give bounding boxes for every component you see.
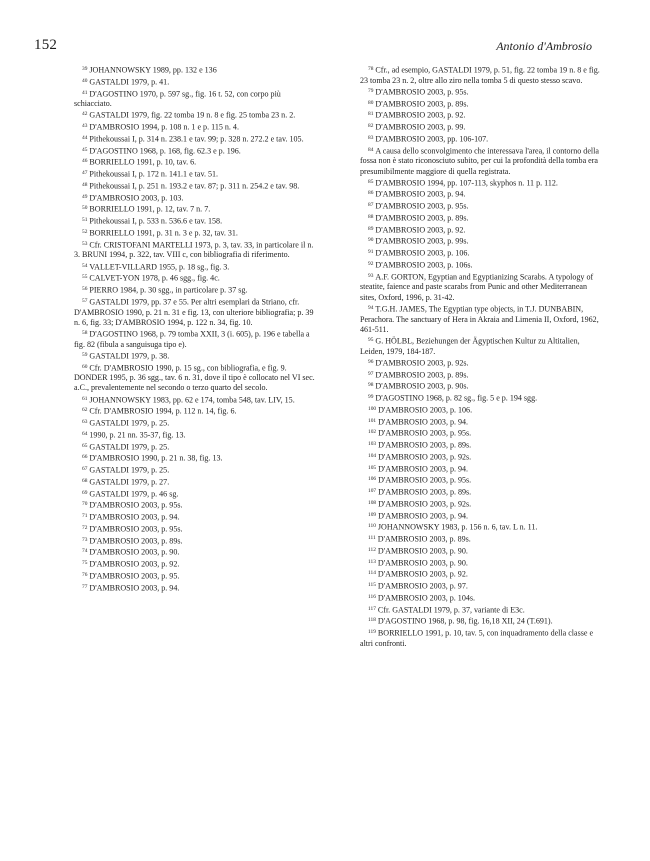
footnote — [360, 392, 605, 404]
footnote-number: 115 — [368, 582, 376, 588]
footnote-text: D'AMBROSIO 2003, p. 94. — [378, 464, 469, 474]
footnote-text: CALVET-YON 1978, p. 46 sgg., fig. 4c. — [89, 273, 220, 283]
footnote — [74, 64, 319, 76]
footnote-text: D'AMBROSIO 2003, p. 103. — [89, 193, 184, 203]
footnote-text: JOHANNOWSKY 1983, p. 156 n. 6, tav. L n. 11. — [377, 522, 538, 532]
footnote-number: 47 — [82, 170, 88, 177]
footnote-number: 101 — [368, 417, 377, 424]
footnote-text: D'AGOSTINO 1968, p. 82 sg., fig. 5 e p. 194 sgg. — [375, 393, 538, 403]
footnote-text: D'AMBROSIO 2003, p. 92. — [375, 111, 466, 120]
footnote-number: 108 — [368, 499, 377, 506]
footnote-text: D'AMBROSIO 2003, p. 92s. — [375, 358, 469, 368]
footnote-text: Cfr., ad esempio, GASTALDI 1979, p. 51, fig. 22 tomba 19 n. 8 e fig. 23 tomba 23 n. 2, oltre allo ziro nella tomba 5 di questo stesso scavo. — [360, 65, 600, 85]
footnote-text: Cfr. D'AMBROSIO 1990, p. 15 sg., con bibliografia, e fig. 9. DONDER 1995, p. 36 sgg., tav. 6 n. 31, dove il tipo è collocato nel VI sec. a.C., prevalentemente nel secondo o terzo quarto del secolo. — [74, 363, 315, 393]
footnote-number: 50 — [82, 205, 88, 212]
footnote — [74, 145, 319, 157]
footnote-text: Pithekoussai I, p. 172 n. 141.1 e tav. 51. — [89, 169, 219, 179]
footnote-number: 53 — [82, 240, 88, 247]
footnote — [360, 486, 605, 498]
footnote-text: D'AMBROSIO 2003, p. 94. — [375, 190, 466, 200]
footnote-text: D'AMBROSIO 2003, p. 95. — [89, 571, 180, 581]
footnote-text: D'AGOSTINO 1970, p. 597 sg., fig. 16 t. 52, con corpo più schiacciato. — [74, 89, 281, 109]
footnote-number: 97 — [368, 370, 374, 377]
footnote — [360, 592, 605, 604]
footnote — [74, 168, 319, 180]
footnote-text: D'AMBROSIO 2003, p. 90s. — [375, 381, 469, 391]
footnote-text: PIERRO 1984, p. 30 sgg., in particolare p. 37 sg. — [89, 285, 248, 295]
footnote — [360, 145, 605, 177]
footnote — [74, 441, 319, 453]
footnote-text: T.G.H. JAMES, The Egyptian type objects, in T.J. DUNBABIN, Perachora. The sanctuary of Hera in Akraia and Limenia II, Oxford, 1962, 461-511. — [360, 304, 599, 334]
footnote — [360, 510, 605, 522]
footnote-number: 114 — [368, 570, 376, 577]
footnote-text: GASTALDI 1979, fig. 22 tomba 19 n. 8 e fig. 25 tomba 23 n. 2. — [89, 111, 296, 120]
footnote — [360, 224, 605, 236]
footnote-text: D'AMBROSIO 2003, p. 104s. — [377, 593, 476, 603]
footnote-number: 84 — [368, 146, 374, 153]
footnote-number: 73 — [82, 536, 88, 543]
footnote — [74, 227, 319, 239]
footnote — [74, 76, 319, 88]
footnote-text: D'AMBROSIO 2003, p. 95s. — [378, 475, 472, 485]
footnote — [360, 627, 605, 649]
footnote — [360, 235, 605, 247]
footnote-text: D'AMBROSIO 2003, p. 95s. — [89, 524, 183, 534]
footnote-number: 92 — [368, 260, 374, 267]
footnote — [74, 261, 319, 273]
footnote — [360, 86, 605, 98]
footnote — [74, 121, 319, 133]
footnote-text: D'AMBROSIO 2003, p. 94. — [89, 583, 180, 593]
footnote — [74, 203, 319, 215]
footnote — [360, 64, 605, 86]
footnote — [360, 604, 605, 616]
footnote-number: 42 — [82, 111, 88, 118]
footnote-number: 64 — [82, 430, 88, 437]
footnote-text: G. HÖLBL, Beziehungen der Ägyptischen Kultur zu Altitalien, Leiden, 1979, 184-187. — [360, 336, 580, 356]
footnote-text: 1990, p. 21 nn. 35-37, fig. 13. — [89, 430, 186, 440]
footnote — [74, 328, 319, 350]
footnote-text: D'AMBROSIO 2003, p. 95s. — [375, 87, 469, 97]
footnote-number: 39 — [82, 66, 88, 72]
footnote-text: D'AMBROSIO 2003, p. 106s. — [375, 260, 473, 270]
footnote-number: 52 — [82, 228, 88, 235]
footnote-number: 79 — [368, 87, 374, 94]
footnote-number: 105 — [368, 464, 377, 471]
footnote — [74, 405, 319, 417]
footnote — [360, 98, 605, 110]
footnote-text: Pithekoussai I, p. 533 n. 536.6 e tav. 158. — [89, 216, 223, 226]
footnote-number: 43 — [82, 123, 88, 130]
footnote-number: 58 — [82, 329, 88, 336]
footnote-text: D'AMBROSIO 2003, p. 89s. — [378, 487, 472, 497]
footnote-text: BORRIELLO 1991, p. 31 n. 3 e p. 32, tav. 31. — [89, 228, 238, 238]
footnote-text: D'AMBROSIO 1994, p. 108 n. 1 e p. 115 n. 4. — [89, 122, 239, 132]
footnote-text: D'AMBROSIO 2003, p. 95s. — [378, 428, 472, 438]
footnote — [360, 557, 605, 569]
footnote — [74, 582, 319, 594]
footnote-text: GASTALDI 1979, pp. 37 e 55. Per altri esemplari da Striano, cfr. D'AMBROSIO 1990, p. 21 n. 31 e fig. 13, con ulteriore bibliografia; p. 39 n. 6, fig. 33; D'AMBROSIO 1994, p. 122 n. 34, fig. 10. — [74, 297, 314, 327]
footnote — [74, 156, 319, 168]
footnote — [360, 568, 605, 580]
footnote-number: 113 — [368, 558, 376, 565]
footnote — [360, 404, 605, 416]
footnote-number: 75 — [82, 560, 88, 567]
footnote-text: D'AMBROSIO 2003, p. 90. — [377, 546, 468, 556]
footnote — [74, 558, 319, 570]
running-head: Antonio d'Ambrosio — [496, 39, 592, 53]
footnote-number: 109 — [368, 511, 377, 518]
footnote-number: 83 — [368, 134, 374, 141]
footnote — [360, 427, 605, 439]
footnote — [360, 259, 605, 271]
footnote-number: 40 — [82, 77, 88, 84]
footnote-number: 48 — [82, 181, 88, 188]
footnote-text: D'AMBROSIO 2003, p. 94. — [378, 417, 469, 427]
footnote-text: D'AMBROSIO 2003, p. 89s. — [375, 99, 469, 109]
footnote-text: GASTALDI 1979, p. 38. — [89, 351, 170, 361]
footnote — [74, 215, 319, 227]
footnote-text: D'AMBROSIO 2003, p. 94. — [378, 511, 469, 521]
footnote-number: 78 — [368, 66, 374, 72]
footnote — [74, 511, 319, 523]
footnote-text: D'AMBROSIO 2003, p. 90. — [89, 547, 180, 557]
footnote-text: D'AGOSTINO 1968, p. 168, fig. 62.3 e p. 196. — [89, 146, 241, 156]
footnote-text: D'AMBROSIO 1990, p. 21 n. 38, fig. 13. — [89, 453, 223, 463]
footnote-number: 76 — [82, 571, 88, 578]
footnote — [74, 523, 319, 535]
footnote-number: 117 — [368, 605, 376, 612]
footnote-number: 60 — [82, 363, 88, 370]
footnote — [360, 380, 605, 392]
footnote-number: 41 — [82, 89, 88, 96]
footnote — [74, 429, 319, 441]
footnote-text: JOHANNOWSKY 1983, pp. 62 e 174, tomba 548, tav. LIV, 15. — [89, 395, 295, 405]
footnote-text: GASTALDI 1979, p. 27. — [89, 477, 170, 487]
footnote-text: D'AMBROSIO 2003, p. 99. — [375, 122, 466, 132]
footnote-number: 88 — [368, 213, 374, 220]
footnote-text: VALLET-VILLARD 1955, p. 18 sg., fig. 3. — [89, 262, 230, 272]
footnote-text: BORRIELLO 1991, p. 10, tav. 6. — [89, 158, 197, 167]
footnote-number: 94 — [368, 304, 374, 311]
footnote — [74, 362, 319, 394]
footnote — [360, 463, 605, 475]
footnote — [360, 498, 605, 510]
footnote-number: 104 — [368, 452, 377, 459]
footnote — [74, 570, 319, 582]
footnote-number: 89 — [368, 225, 374, 232]
footnote-text: D'AMBROSIO 2003, p. 94. — [89, 512, 180, 522]
footnote — [74, 394, 319, 406]
footnote-text: D'AMBROSIO 2003, p. 89s. — [377, 534, 471, 544]
footnote-number: 51 — [82, 217, 88, 224]
footnote-number: 86 — [368, 190, 374, 197]
footnote-text: D'AMBROSIO 2003, p. 92s. — [378, 499, 472, 509]
footnote — [74, 180, 319, 192]
footnote-text: D'AMBROSIO 2003, p. 99s. — [375, 237, 469, 247]
footnote-number: 70 — [82, 501, 88, 508]
footnote — [360, 545, 605, 557]
footnote — [74, 239, 319, 261]
footnote-text: D'AMBROSIO 2003, p. 95s. — [375, 201, 469, 211]
footnote-number: 67 — [82, 466, 88, 473]
footnote-text: D'AMBROSIO 2003, p. 106. — [378, 405, 473, 415]
footnote-number: 102 — [368, 429, 377, 436]
footnote-number: 106 — [368, 476, 377, 483]
footnote — [360, 109, 605, 121]
footnote — [360, 416, 605, 428]
footnote-text: GASTALDI 1979, p. 41. — [89, 77, 170, 87]
footnote-number: 56 — [82, 286, 88, 293]
footnote-text: D'AMBROSIO 2003, pp. 106-107. — [375, 134, 489, 144]
footnote — [360, 451, 605, 463]
footnote-number: 61 — [82, 395, 88, 402]
footnote-number: 62 — [82, 407, 88, 414]
footnote — [360, 357, 605, 369]
footnote-number: 99 — [368, 394, 374, 400]
footnote — [360, 121, 605, 133]
footnote-text: GASTALDI 1979, p. 25. — [89, 442, 170, 452]
footnote-text: Cfr. CRISTOFANI MARTELLI 1973, p. 3, tav. 33, in particolare il n. 3. BRUNI 1994, p. 322, tav. VIII c, con bibliografia di riferimento. — [74, 240, 314, 260]
footnote — [360, 439, 605, 451]
footnote-number: 44 — [82, 134, 88, 141]
page-number: 152 — [34, 37, 58, 53]
footnote-text: Cfr. D'AMBROSIO 1994, p. 112 n. 14, fig. 6. — [89, 406, 237, 416]
footnote-number: 96 — [368, 358, 374, 365]
footnote-text: D'AMBROSIO 2003, p. 90. — [377, 558, 468, 568]
footnote-number: 81 — [368, 111, 374, 118]
footnote-number: 46 — [82, 158, 88, 165]
footnote-number: 54 — [82, 262, 88, 269]
footnote-number: 98 — [368, 382, 374, 389]
footnote-number: 69 — [82, 489, 88, 496]
footnote-number: 63 — [82, 419, 88, 426]
footnote-number: 107 — [368, 488, 377, 494]
footnote-number: 82 — [368, 123, 374, 130]
footnote-text: GASTALDI 1979, p. 25. — [89, 465, 170, 475]
footnote — [360, 533, 605, 545]
footnote-number: 68 — [82, 477, 88, 484]
footnote — [74, 133, 319, 145]
footnote — [74, 350, 319, 362]
footnote-number: 112 — [368, 546, 376, 553]
footnote — [74, 192, 319, 204]
footnote-number: 80 — [368, 99, 374, 106]
footnote — [360, 133, 605, 145]
footnote — [360, 247, 605, 259]
footnote-number: 119 — [368, 629, 376, 635]
footnote-number: 49 — [82, 193, 88, 200]
footnote — [74, 535, 319, 547]
footnote-text: D'AMBROSIO 2003, p. 92. — [377, 569, 468, 579]
footnote — [74, 546, 319, 558]
footnote-number: 65 — [82, 442, 88, 449]
footnote-text: D'AMBROSIO 2003, p. 95s. — [89, 500, 183, 510]
footnote-text: A.F. GORTON, Egyptian and Egyptianizing Scarabs. A typology of steatite, faience and paste scarabs from Punic and other Mediterranean sites, Oxford, 1996, p. 31-42. — [360, 272, 594, 302]
footnote — [360, 369, 605, 381]
footnote-number: 71 — [82, 513, 88, 520]
footnote — [74, 417, 319, 429]
footnote-number: 91 — [368, 249, 374, 256]
footnote — [360, 188, 605, 200]
footnote — [74, 499, 319, 511]
footnote — [74, 452, 319, 464]
footnote-text: D'AMBROSIO 2003, p. 89s. — [89, 536, 183, 546]
footnote-number: 111 — [368, 535, 376, 541]
footnote-text: D'AGOSTINO 1968, p. 79 tomba XXII, 3 (i. 605), p. 196 e tabella a fig. 82 (fibula a sanguisuga tipo e). — [74, 329, 310, 349]
footnote — [74, 109, 319, 121]
footnote-number: 90 — [368, 237, 374, 244]
footnote — [360, 580, 605, 592]
footnote — [74, 476, 319, 488]
footnote-number: 93 — [368, 272, 374, 279]
footnote-number: 100 — [368, 405, 377, 412]
footnote-number: 118 — [368, 617, 376, 624]
footnote-number: 85 — [368, 178, 374, 185]
footnote-text: D'AMBROSIO 2003, p. 89s. — [378, 440, 472, 450]
footnote-text: D'AMBROSIO 2003, p. 92. — [375, 225, 466, 235]
footnote-text: D'AMBROSIO 2003, p. 106. — [375, 248, 470, 258]
footnote-text: Pithekoussai I, p. 314 n. 238.1 e tav. 99; p. 328 n. 272.2 e tav. 105. — [89, 134, 304, 144]
footnote-number: 55 — [82, 274, 88, 281]
footnote-number: 45 — [82, 146, 88, 153]
footnote — [360, 177, 605, 189]
footnote-number: 103 — [368, 441, 377, 447]
footnote-number: 59 — [82, 351, 88, 358]
footnote-text: A causa dello sconvolgimento che interessava l'area, il contorno della fossa non è stato riconosciuto subito, per cui la profondità della tomba era presumibilmente maggiore di quella registrata. — [360, 146, 599, 176]
footnote — [360, 212, 605, 224]
footnote — [360, 303, 605, 335]
footnote-number: 77 — [82, 583, 88, 590]
footnote — [74, 296, 319, 328]
footnote-text: D'AMBROSIO 2003, p. 97. — [377, 581, 468, 591]
footnote-text: GASTALDI 1979, p. 46 sg. — [89, 489, 179, 499]
footnote-text: D'AMBROSIO 2003, p. 92s. — [378, 452, 472, 462]
footnote-text: D'AMBROSIO 2003, p. 92. — [89, 559, 180, 569]
footnote-text: D'AMBROSIO 2003, p. 89s. — [375, 370, 469, 380]
footnote — [360, 335, 605, 357]
footnote — [360, 474, 605, 486]
footnote-number: 66 — [82, 454, 88, 461]
footnotes-left-column — [74, 64, 319, 593]
footnote-number: 110 — [368, 523, 376, 530]
footnote-number: 74 — [82, 548, 88, 555]
footnote — [74, 88, 319, 110]
footnotes-right-column — [360, 64, 605, 649]
footnote-number: 87 — [368, 202, 374, 209]
footnote — [360, 615, 605, 627]
footnote-text: BORRIELLO 1991, p. 12, tav. 7 n. 7. — [89, 205, 211, 214]
footnote — [74, 464, 319, 476]
footnote-text: Cfr. GASTALDI 1979, p. 37, variante di E3c. — [377, 605, 525, 615]
footnote — [74, 488, 319, 500]
footnote — [360, 271, 605, 303]
footnote — [74, 284, 319, 296]
footnote — [360, 200, 605, 212]
footnote-text: BORRIELLO 1991, p. 10, tav. 5, con inquadramento della classe e altri confronti. — [360, 628, 594, 648]
footnote — [74, 272, 319, 284]
footnote-number: 95 — [368, 336, 374, 343]
footnote-text: D'AMBROSIO 2003, p. 89s. — [375, 213, 469, 223]
footnote-text: Pithekoussai I, p. 251 n. 193.2 e tav. 87; p. 311 n. 254.2 e tav. 98. — [89, 181, 300, 191]
footnote-number: 116 — [368, 593, 376, 600]
footnote-text: D'AGOSTINO 1968, p. 98, fig. 16,18 XII, 24 (T.691). — [377, 616, 553, 626]
footnote-text: D'AMBROSIO 1994, pp. 107-113, skyphos n. 11 p. 112. — [375, 178, 558, 188]
footnote — [360, 521, 605, 533]
footnote-text: JOHANNOWSKY 1989, pp. 132 e 136 — [89, 65, 217, 75]
footnote-text: GASTALDI 1979, p. 25. — [89, 418, 170, 428]
footnote-number: 57 — [82, 297, 88, 304]
footnote-number: 72 — [82, 524, 88, 531]
